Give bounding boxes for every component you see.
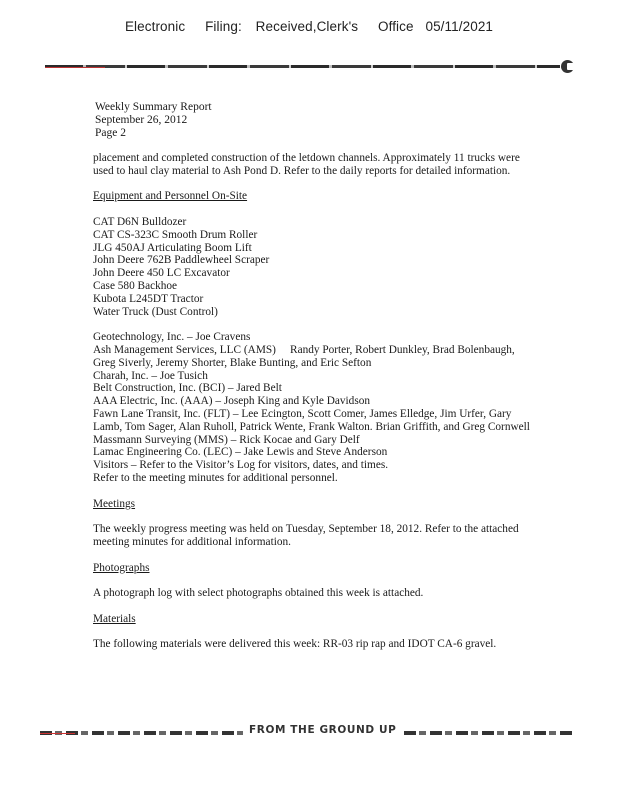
- photographs-heading: Photographs: [93, 561, 150, 574]
- list-item: John Deere 450 LC Excavator: [93, 267, 230, 280]
- meetings-line: meeting minutes for additional information.: [93, 535, 291, 548]
- list-item: CAT CS-323C Smooth Drum Roller: [93, 228, 258, 241]
- report-body: [93, 152, 530, 651]
- report-header: [95, 101, 212, 140]
- header-logo-icon: [561, 60, 574, 73]
- header-rule: [45, 65, 560, 68]
- meetings-paragraph: [93, 523, 525, 549]
- materials-paragraph: [93, 638, 525, 651]
- list-item: Geotechnology, Inc. – Joe Cravens: [93, 331, 251, 344]
- stamp-date: 05/11/2021: [425, 19, 494, 34]
- stamp-filing: Filing:: [205, 19, 242, 34]
- equipment-list: [93, 216, 525, 318]
- equipment-heading: Equipment and Personnel On-Site: [93, 190, 248, 203]
- list-item: Visitors – Refer to the Visitor’s Log for visitors, dates, and times.: [93, 459, 389, 472]
- list-item: Water Truck (Dust Control): [93, 305, 218, 318]
- footer-rule-accent: [40, 733, 75, 734]
- meetings-heading: Meetings: [93, 497, 136, 510]
- stamp-office: Office: [377, 19, 414, 34]
- list-item: John Deere 762B Paddlewheel Scraper: [93, 254, 270, 267]
- report-date: September 26, 2012: [95, 114, 188, 126]
- list-item: Ash Management Services, LLC (AMS) Randy Porter, Robert Dunkley, Brad Bolenbaugh,: [93, 343, 515, 356]
- materials-line: The following materials were delivered this week: RR-03 rip rap and IDOT CA-6 gravel.: [93, 638, 497, 651]
- list-item: Fawn Lane Transit, Inc. (FLT) – Lee Ecington, Scott Comer, James Elledge, Jim Urfer, Gary: [93, 407, 512, 420]
- intro-line: used to haul clay material to Ash Pond D. Refer to the daily reports for detailed information.: [93, 164, 511, 177]
- personnel-list: [93, 331, 530, 485]
- list-item: CAT D6N Bulldozer: [93, 215, 187, 228]
- footer-tagline: FROM THE GROUND UP: [243, 724, 402, 736]
- list-item: Belt Construction, Inc. (BCI) – Jared Belt: [93, 382, 282, 395]
- list-item: Refer to the meeting minutes for additional personnel.: [93, 471, 338, 484]
- report-title: Weekly Summary Report: [95, 101, 212, 113]
- list-item: JLG 450AJ Articulating Boom Lift: [93, 241, 252, 254]
- list-item: Massmann Surveying (MMS) – Rick Kocae and Gary Delf: [93, 433, 360, 446]
- list-item: Charah, Inc. – Joe Tusich: [93, 369, 208, 382]
- header-rule-accent: [45, 67, 105, 68]
- stamp-received: Received,Clerk's: [255, 19, 359, 34]
- list-item: Case 580 Backhoe: [93, 279, 178, 292]
- stamp-electronic: Electronic: [124, 19, 186, 34]
- list-item: Greg Siverly, Jeremy Shorter, Blake Bunting, and Eric Sefton: [93, 356, 372, 369]
- list-item: Lamac Engineering Co. (LEC) – Jake Lewis and Steve Anderson: [93, 446, 388, 459]
- meetings-line: The weekly progress meeting was held on Tuesday, September 18, 2012. Refer to the attached: [93, 523, 519, 536]
- list-item: Lamb, Tom Sager, Alan Ruholl, Patrick Wente, Frank Walton. Brian Griffith, and Greg Cornwell: [93, 420, 530, 433]
- intro-line: placement and completed construction of the letdown channels. Approximately 11 trucks were: [93, 152, 520, 164]
- filing-stamp: [0, 19, 618, 34]
- report-page: Page 2: [95, 127, 126, 139]
- list-item: Kubota L245DT Tractor: [93, 292, 204, 305]
- photographs-line: A photograph log with select photographs obtained this week is attached.: [93, 587, 424, 600]
- intro-paragraph: [93, 152, 525, 178]
- photographs-paragraph: [93, 587, 525, 600]
- materials-heading: Materials: [93, 612, 136, 625]
- list-item: AAA Electric, Inc. (AAA) – Joseph King and Kyle Davidson: [93, 395, 371, 408]
